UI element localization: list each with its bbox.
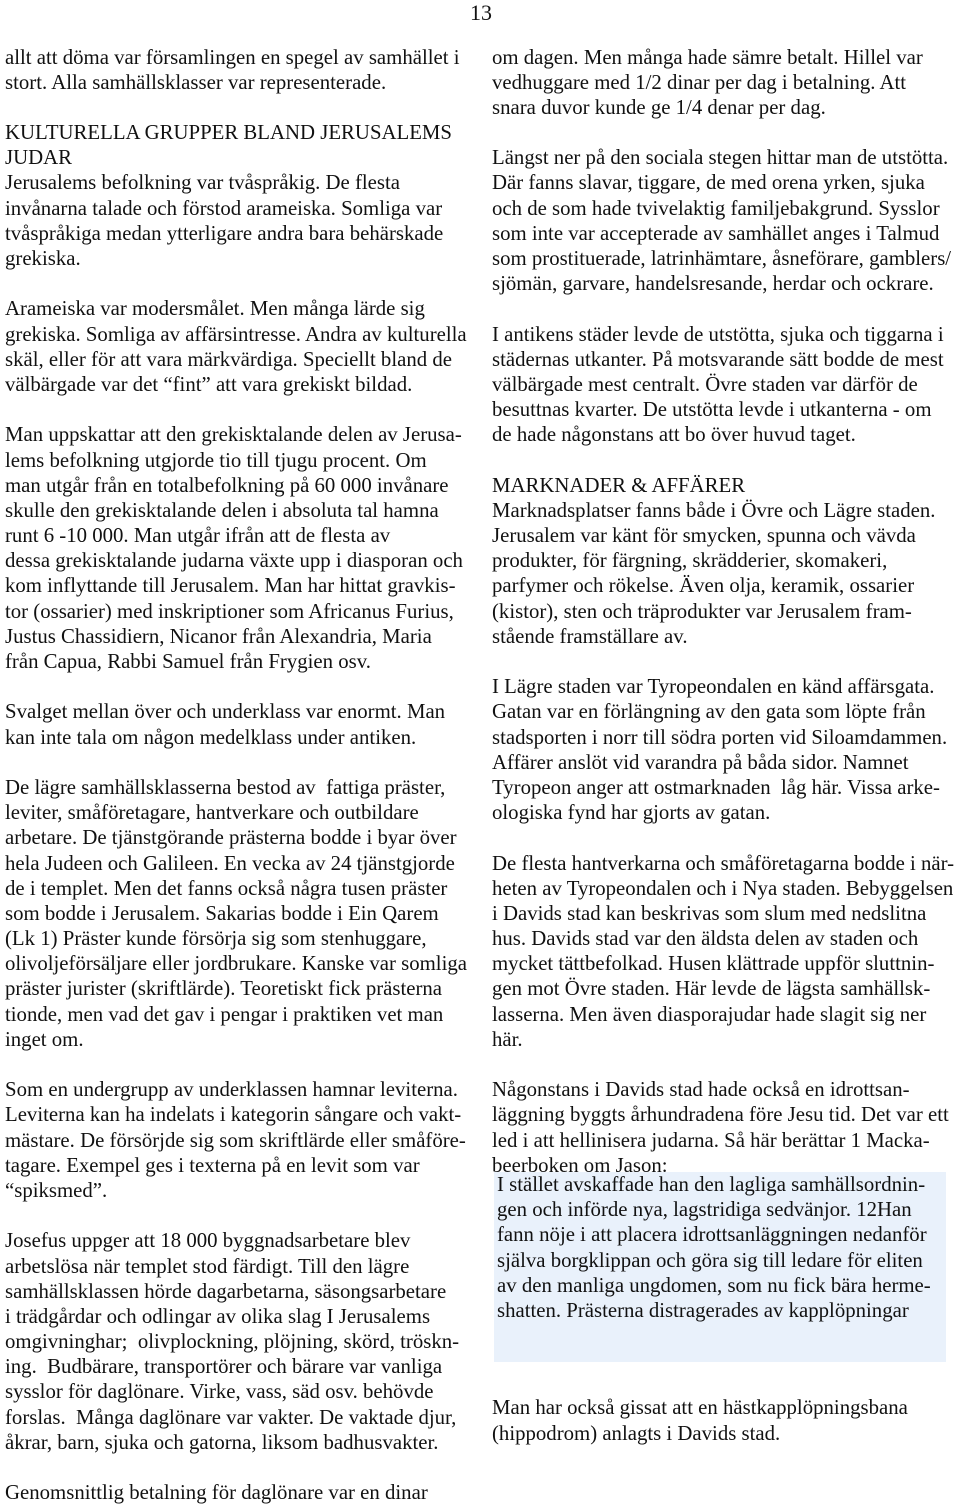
paragraph xyxy=(492,45,957,121)
text-line: hus. Davids stad var den äldsta delen av staden och xyxy=(492,927,919,951)
paragraph xyxy=(5,422,467,674)
quote-line: gen och införde nya, lagstridiga sedvänjor. 12Han xyxy=(497,1198,912,1222)
text-line: Där fanns slavar, tiggare, de med orena yrken, sjuka xyxy=(492,171,925,195)
quote-line: I stället avskaffade han den lagliga samhällsordnin- xyxy=(497,1173,926,1196)
text-line: samhällsklassen hörde dagarbetarna, säsongsarbetare xyxy=(5,1279,447,1303)
paragraph xyxy=(492,145,957,296)
text-line: städernas utkanter. På motsvarande sätt bodde de mest xyxy=(492,347,944,371)
paragraph xyxy=(5,1077,467,1203)
section xyxy=(492,473,957,649)
text-line: tagare. Exempel ges i texterna på en levit som var xyxy=(5,1153,420,1177)
paragraph xyxy=(5,699,467,749)
text-line: Justus Chassidiern, Nicanor från Alexandria, Maria xyxy=(5,624,432,648)
text-line: Affärer anslöt vid varandra på båda sidor. Namnet xyxy=(492,750,909,774)
text-line: ologiska fynd har gjorts av gatan. xyxy=(492,801,771,825)
text-line: skulle den grekisktalande delen i absoluta tal hamna xyxy=(5,498,439,522)
text-line: åkrar, barn, sjuka och gatorna, liksom badhusvakter. xyxy=(5,1430,439,1454)
text-line: allt att döma var församlingen en spegel av samhället i xyxy=(5,45,460,69)
text-line: olivoljeförsäljare eller jordbrukare. Kanske var somliga xyxy=(5,952,467,976)
text-line: De flesta hantverkarna och småföretagarna bodde i när- xyxy=(492,851,955,875)
text-line: som bodde i Jerusalem. Sakarias bodde i Ein Qarem xyxy=(5,901,439,925)
text-line: Som en undergrupp av underklassen hamnar leviterna. xyxy=(5,1078,458,1102)
text-line: Man har också gissat att en hästkapplöpningsbana xyxy=(492,1396,908,1420)
text-line: Genomsnittlig betalning för daglönare var en dinar xyxy=(5,1481,428,1505)
section-heading: MARKNADER & AFFÄRER xyxy=(492,473,746,497)
quote-line: fann nöje i att placera idrottsanläggningen nedanför xyxy=(497,1223,927,1247)
text-line: Man uppskattar att den grekisktalande delen av Jerusa- xyxy=(5,423,462,447)
text-line: sjömän, garvare, handelsresande, herdar och ockrare. xyxy=(492,272,934,296)
text-line: forslas. Många daglönare var vakter. De vaktade djur, xyxy=(5,1405,457,1429)
text-line: från Capua, Rabbi Samuel från Frygien osv. xyxy=(5,650,371,673)
text-line: runt 6 -10 000. Man utgår ifrån att de flesta av xyxy=(5,524,391,548)
text-line: inget om. xyxy=(5,1027,84,1051)
text-line: grekiska. xyxy=(5,247,81,270)
text-line: I Lägre staden var Tyropeondalen en känd affärsgata. xyxy=(492,675,935,699)
text-line: invånarna talade och förstod arameiska. Somliga var xyxy=(5,196,443,220)
text-line: skäl, eller för att vara märkvärdiga. Speciellt bland de xyxy=(5,347,452,371)
text-line: sysslor för daglönare. Virke, vass, säd osv. behövde xyxy=(5,1380,434,1404)
text-line: leviter, småföretagare, hantverkare och outbildare xyxy=(5,801,419,825)
text-line: stort. Alla samhällsklasser var representerade. xyxy=(5,70,387,94)
paragraph xyxy=(492,851,957,1053)
text-line: beerboken om Jason: xyxy=(492,1153,668,1177)
text-line: “spiksmed”. xyxy=(5,1178,108,1202)
text-line: Gatan var en förlängning av den gata som löpte från xyxy=(492,700,926,724)
text-line: lems befolkning utgjorde tio till tjugu procent. Om xyxy=(5,448,427,472)
text-line: snara duvor kunde ge 1/4 denar per dag. xyxy=(492,95,826,119)
text-line: tionde, men vad det gav i pengar i praktiken vet man xyxy=(5,1002,444,1026)
right-column xyxy=(492,45,957,1204)
text-line: tor (ossarier) med inskriptioner som Africanus Furius, xyxy=(5,599,454,623)
text-line: som inte var accepterade av samhället anges i Talmud xyxy=(492,221,940,245)
text-line: Arameiska var modersmålet. Men många lärde sig xyxy=(5,297,425,321)
text-line: heten av Tyropeondalen och i Nya staden. Bebyggelsen xyxy=(492,876,954,900)
text-line: Jerusalem var känt för smycken, spunna och vävda xyxy=(492,524,916,548)
text-line: präster jurister (skriftlärde). Teoretiskt fick prästerna xyxy=(5,977,443,1001)
text-line: (kistor), sten och träprodukter var Jerusalem fram- xyxy=(492,599,912,623)
text-line: stående framställare av. xyxy=(492,624,688,648)
text-line: som prostituerade, latrinhämtare, åsneförare, gamblers/ xyxy=(492,247,952,270)
section-heading: JUDAR xyxy=(5,146,73,170)
text-line: man utgår från en totalbefolkning på 60 000 invånare xyxy=(5,473,449,497)
text-line: lasserna. Men även diasporajudar hade slagit sig ner xyxy=(492,1002,927,1026)
quote-line: av den manliga ungdomen, som nu fick bära herme- xyxy=(497,1273,931,1297)
paragraph xyxy=(492,1077,957,1178)
text-line: De lägre samhällsklasserna bestod av fattiga präster, xyxy=(5,775,446,799)
text-line: om dagen. Men många hade sämre betalt. Hillel var xyxy=(492,45,923,69)
closing-paragraph xyxy=(492,1395,957,1445)
text-line: Jerusalems befolkning var tvåspråkig. De flesta xyxy=(5,171,401,195)
text-line: Längst ner på den sociala stegen hittar man de utstötta. xyxy=(492,146,949,170)
text-line: Marknadsplatser fanns både i Övre och Lägre staden. xyxy=(492,498,936,522)
paragraph xyxy=(5,1228,467,1455)
text-line: (Lk 1) Präster kunde försörja sig som stenhuggare, xyxy=(5,927,427,951)
text-line: omgivninghar; olivplockning, plöjning, skörd, tröskn- xyxy=(5,1330,460,1354)
quote-line: själva borgklippan och göra sig till ledare för eliten xyxy=(497,1248,923,1272)
text-line: kom inflyttande till Jerusalem. Man har hittat gravkis- xyxy=(5,574,456,598)
text-line: Leviterna kan ha indelats i kategorin sångare och vakt- xyxy=(5,1103,462,1127)
text-line: hela Judeen och Galileen. En vecka av 24 tjänstgjorde xyxy=(5,851,455,875)
quote-line: shatten. Prästerna distragerades av kapplöpningar xyxy=(497,1298,909,1322)
text-line: läggning byggts århundradena före Jesu tid. Det var ett xyxy=(492,1103,949,1127)
text-line: tvåspråkiga medan ytterligare andra bara behärskade xyxy=(5,221,444,245)
text-line: Någonstans i Davids stad hade också en idrottsan- xyxy=(492,1078,910,1102)
left-column xyxy=(5,45,467,1509)
text-line: Svalget mellan över och underklass var enormt. Man xyxy=(5,700,446,724)
text-line: i trädgårdar och odlingar av olika slag I Jerusalems xyxy=(5,1304,431,1328)
paragraph xyxy=(5,296,467,397)
text-line: grekiska. Somliga av affärsintresse. Andra av kulturella xyxy=(5,322,467,346)
text-line: Josefus uppger att 18 000 byggnadsarbetare blev xyxy=(5,1229,411,1253)
text-line: i Davids stad kan beskrivas som slum med nedslitna xyxy=(492,901,927,925)
text-line: dessa grekisktalande judarna växte upp i diasporan och xyxy=(5,549,463,573)
section-heading: KULTURELLA GRUPPER BLAND JERUSALEMS xyxy=(5,121,452,145)
text-line: Tyropeon anger att ostmarknaden låg här. Vissa arke- xyxy=(492,775,940,799)
text-line: stadsporten i norr till södra porten vid Siloamdammen. xyxy=(492,725,948,749)
text-line: mycket tättbefolkad. Husen klättrade uppför sluttnin- xyxy=(492,952,935,976)
text-line: kan inte tala om någon medelklass under antiken. xyxy=(5,725,417,749)
paragraph xyxy=(5,775,467,1052)
text-line: (hippodrom) anlagts i Davids stad. xyxy=(492,1421,781,1445)
text-line: välbärgade var det “fint” att vara grekiskt bildad. xyxy=(5,372,413,396)
text-line: ing. Budbärare, transportörer och bärare var vanliga xyxy=(5,1355,443,1379)
paragraph xyxy=(492,322,957,448)
text-line: I antikens städer levde de utstötta, sjuka och tiggarna i xyxy=(492,322,944,346)
text-line: vedhuggare med 1/2 dinar per dag i betalning. Att xyxy=(492,70,907,94)
text-line: arbetslösa när templet stod färdigt. Till den lägre xyxy=(5,1254,410,1278)
paragraph xyxy=(5,1480,467,1505)
text-line: de i templet. Men det fanns också några tusen präster xyxy=(5,876,448,900)
paragraph xyxy=(492,674,957,825)
text-line: arbetare. De tjänstgörande prästerna bodde i byar över xyxy=(5,826,457,850)
text-line: produkter, för färgning, skrädderier, skomakeri, xyxy=(492,549,888,573)
text-line: välbärgade mest centralt. Övre staden var därför de xyxy=(492,372,918,396)
text-line: led i att hellinisera judarna. Så här berättar 1 Macka- xyxy=(492,1128,930,1152)
text-line: och de som hade tvivelaktig familjebakgrund. Sysslor xyxy=(492,196,940,220)
page-number: 13 xyxy=(470,0,492,25)
text-line: mästare. De försörjde sig som skriftlärde eller småföre- xyxy=(5,1128,466,1152)
paragraph xyxy=(5,45,467,95)
text-line: gen mot Övre staden. Här levde de lägsta samhällsk- xyxy=(492,977,931,1001)
text-line: besuttnas kvarter. De utstötta levde i utkanterna - om xyxy=(492,398,932,422)
text-line: parfymer och rökelse. Även olja, keramik, ossarier xyxy=(492,574,915,598)
text-line: de hade någonstans att bo över huvud taget. xyxy=(492,423,856,447)
section xyxy=(5,120,467,271)
text-line: här. xyxy=(492,1027,523,1051)
